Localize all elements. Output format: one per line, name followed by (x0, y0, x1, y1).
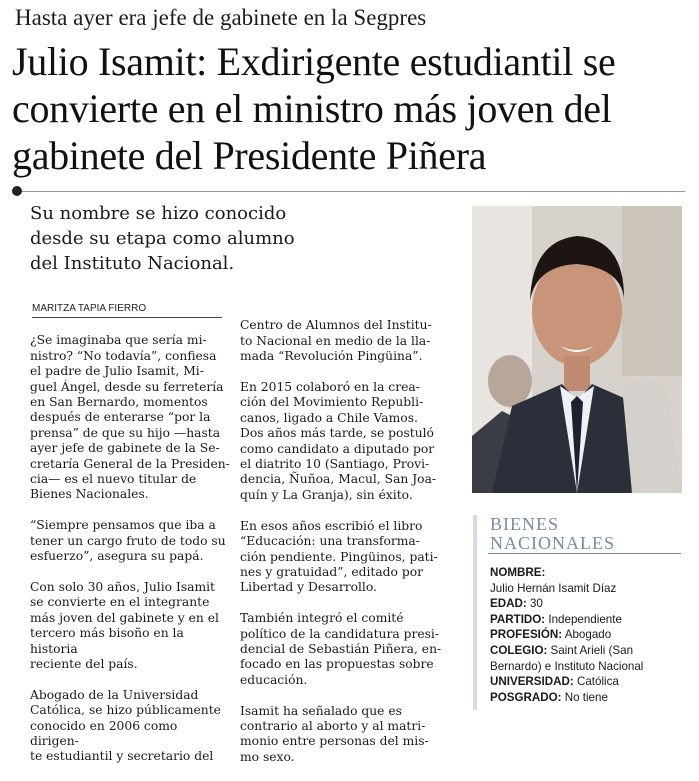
fact-row (490, 659, 690, 675)
article-column-1 (30, 318, 230, 780)
kicker: Hasta ayer era jefe de gabinete en la Segpres (15, 5, 427, 30)
paragraph: Isamit ha señalado que es contrario al aborto y al matri- monio entre personas del mis- mo sexo. (240, 703, 429, 764)
paragraph: En esos años escribió el libro “Educación: una transforma- ción pendiente. Pingüinos, pati- nes y gratuidad”, editado por Libertad y Desarrollo. (240, 518, 438, 595)
factbox-accent (473, 515, 477, 710)
fact-value: 30 (526, 597, 543, 611)
divider (18, 191, 685, 192)
fact-value: Julio Hernán Isamit Díaz (490, 581, 617, 595)
bullet-dot-icon (12, 186, 22, 196)
fact-value: Abogado (562, 628, 612, 642)
fact-row (490, 690, 690, 706)
fact-row (490, 674, 690, 690)
lede: Su nombre se hizo conocido desde su etapa como alumno del Instituto Nacional. (30, 203, 295, 274)
portrait-photo (472, 206, 682, 493)
fact-key: NOMBRE: (490, 566, 546, 579)
fact-value: Católica (573, 675, 619, 689)
fact-value: Saint Arieli (San (547, 643, 634, 657)
paragraph: En 2015 colaboró en la crea- ción del Movimiento Republi- canos, ligado a Chile Vamos. Dos años más tarde, se postuló como candidato a diputado por el diatrito 10 (Santiago, Provi- dencia, Ñuñoa, Macul, San Joa- quín y La Granja), sin éxito. (240, 380, 437, 502)
fact-key: EDAD: (490, 597, 527, 611)
fact-key: POSGRADO: (490, 690, 562, 704)
fact-key: PROFESIÓN: (490, 628, 563, 642)
fact-row (490, 612, 690, 628)
factbox-title: BIENES NACIONALES (490, 514, 615, 553)
fact-key: COLEGIO: (490, 643, 548, 657)
headline: Julio Isamit: Exdirigente estudiantil se convierte en el ministro más joven del gabinete del Presidente Piñera (12, 39, 616, 178)
paragraph: Con solo 30 años, Julio Isamit se convierte en el integrante más joven del gabinete y en el tercero más bisoño en la historia reciente del país. (30, 579, 219, 671)
fact-value: Independiente (545, 612, 622, 626)
fact-value: No tiene (561, 690, 608, 704)
fact-row (490, 565, 690, 581)
factbox-rule (488, 553, 681, 554)
byline: MARITZA TAPIA FIERRO (32, 303, 222, 318)
fact-row (490, 581, 690, 597)
paragraph: ¿Se imaginaba que sería mi- nistro? “No todavía”, confiesa el padre de Julio Isamit, Mi- guel Ángel, desde su ferretería en San Bernardo, momentos después de enterarse “por la prensa” de que su hijo —hasta ayer jefe de gabinete de la Se- cretaría General de la Presiden- cia— es el nuevo titular de Bienes Nacionales. (30, 333, 230, 502)
fact-row (490, 627, 690, 643)
factbox (490, 565, 690, 705)
fact-value: Bernardo) e Instituto Nacional (490, 659, 644, 673)
fact-key: PARTIDO: (490, 612, 546, 626)
paragraph: Centro de Alumnos del Institu- to Nacional en medio de la lla- mada “Revolución Pingüina”. (240, 318, 432, 364)
fact-row (490, 643, 690, 659)
article-column-2 (240, 303, 460, 781)
paragraph: Abogado de la Universidad Católica, se hizo públicamente conocido en 2006 como dirigen- te estudiantil y secretario del (30, 687, 221, 764)
fact-row (490, 596, 690, 612)
paragraph: “Siempre pensamos que iba a tener un cargo fruto de todo su esfuerzo”, asegura su papá. (30, 518, 226, 564)
paragraph: También integró el comité político de la candidatura presi- dencial de Sebastián Piñera, en- focado en las propuestas sobre educación. (240, 611, 442, 687)
fact-key: UNIVERSIDAD: (490, 675, 574, 689)
